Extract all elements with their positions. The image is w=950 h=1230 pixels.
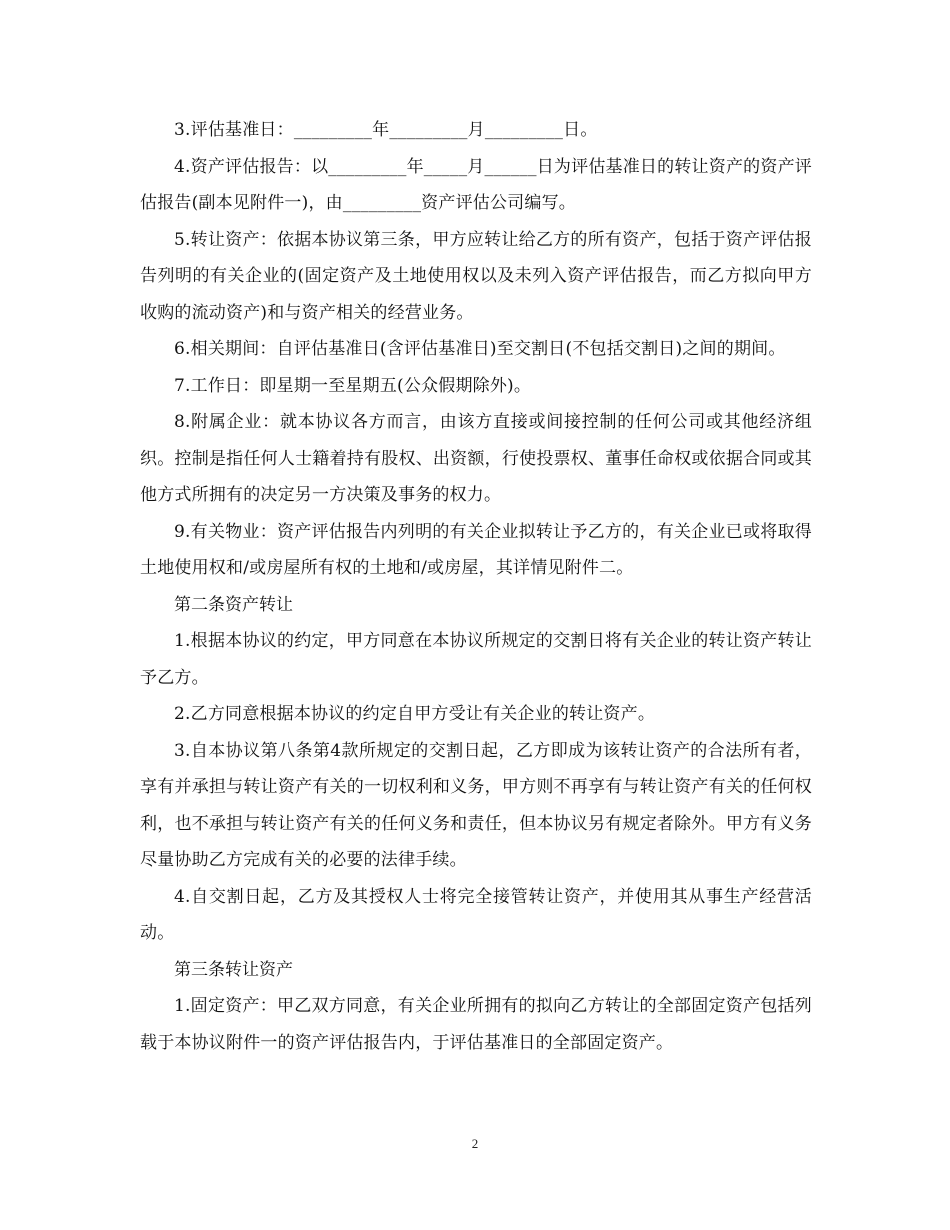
document-body [140, 112, 812, 1061]
clause-working-day: 7.工作日：即星期一至星期五(公众假期除外)。 [174, 375, 532, 396]
article-2-item-2: 2.乙方同意根据本协议的约定自甲方受让有关企业的转让资产。 [174, 704, 656, 724]
article-3-heading: 第三条转让资产 [174, 959, 293, 980]
article-2-heading: 第二条资产转让 [174, 594, 293, 615]
clause-transferred-assets: 5.转让资产：依据本协议第三条，甲方应转让给乙方的所有资产，包括于资产评估报告列明的有关企业的(固定资产及土地使用权以及未列入资产评估报告，而乙方拟向甲方收购的流动资产)和与资产相关的经营业务。 [140, 229, 812, 323]
clause-relevant-property: 9.有关物业：资产评估报告内列明的有关企业拟转让予乙方的，有关企业已或将取得土地使用权和/或房屋所有权的土地和/或房屋，其详情见附件二。 [140, 521, 812, 578]
clause-relevant-period: 6.相关期间：自评估基准日(含评估基准日)至交割日(不包括交割日)之间的期间。 [174, 339, 786, 359]
page-number: 2 [471, 1136, 479, 1151]
article-2-item-4: 4.自交割日起，乙方及其授权人士将完全接管转让资产，并使用其从事生产经营活动。 [140, 886, 812, 943]
clause-valuation-date: 3.评估基准日：_________年_________月_________日。 [174, 120, 598, 140]
clause-affiliated-enterprise: 8.附属企业：就本协议各方而言，由该方直接或间接控制的任何公司或其他经济组织。控制是指任何人士籍着持有股权、出资额，行使投票权、董事任命权或依据合同或其他方式所拥有的决定另一方决策及事务的权力。 [140, 412, 812, 505]
article-2-item-1: 1.根据本协议的约定，甲方同意在本协议所规定的交割日将有关企业的转让资产转让予乙方。 [140, 631, 812, 688]
article-3-item-1: 1.固定资产：甲乙双方同意，有关企业所拥有的拟向乙方转让的全部固定资产包括列载于本协议附件一的资产评估报告内，于评估基准日的全部固定资产。 [140, 996, 812, 1053]
article-2-item-3: 3.自本协议第八条第4款所规定的交割日起，乙方即成为该转让资产的合法所有者，享有并承担与转让资产有关的一切权利和义务，甲方则不再享有与转让资产有关的任何权利，也不承担与转让资产有关的任何义务和责任，但本协议另有规定者除外。甲方有义务尽量协助乙方完成有关的必要的法律手续。 [140, 740, 812, 870]
clause-valuation-report: 4.资产评估报告：以_________年_____月______日为评估基准日的转让资产的资产评估报告(副本见附件一)，由_________资产评估公司编写。 [140, 156, 812, 213]
